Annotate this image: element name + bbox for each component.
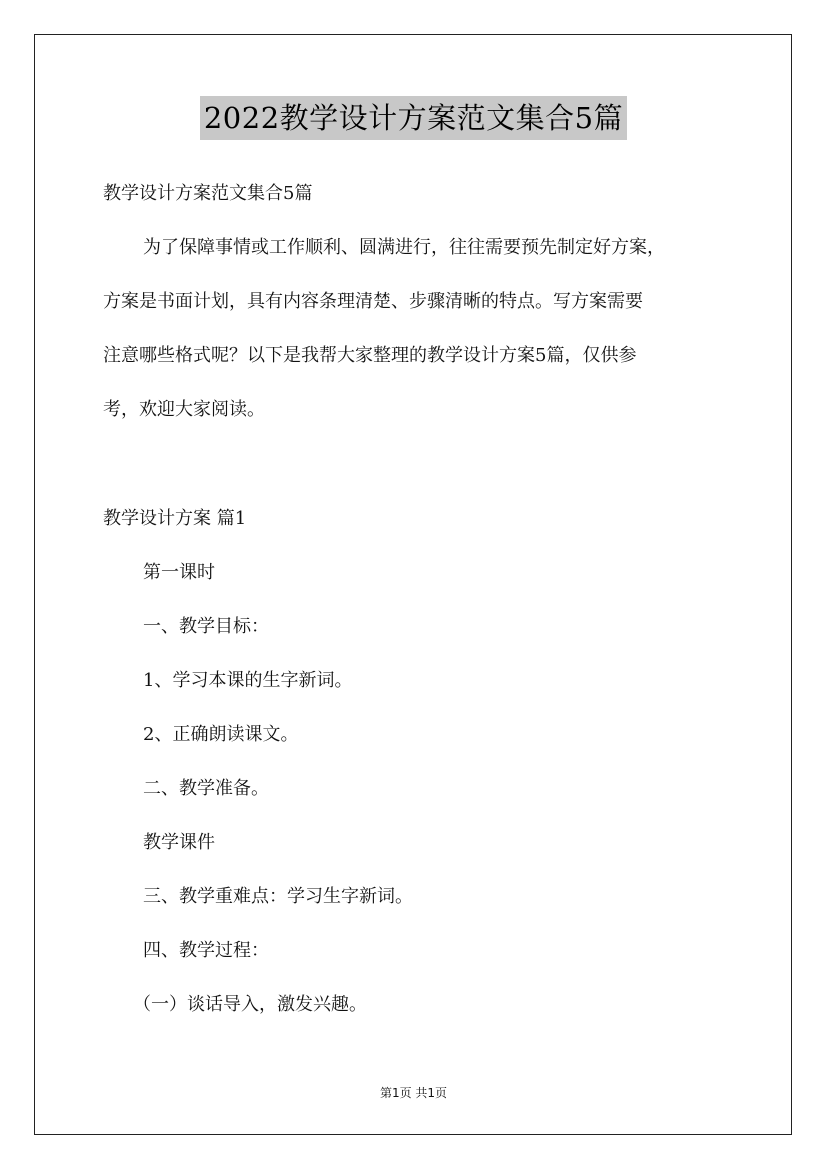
document-title: 2022教学设计方案范文集合5篇 — [200, 96, 627, 140]
lesson-item: 2、正确朗读课文。 — [143, 724, 299, 745]
document-subtitle: 教学设计方案范文集合5篇 — [103, 183, 313, 204]
lesson-item: 教学课件 — [143, 832, 215, 853]
lesson-item: 四、教学过程： — [143, 940, 269, 961]
lesson-item: 1、学习本课的生字新词。 — [143, 670, 353, 691]
intro-line-1: 为了保障事情或工作顺利、圆满进行，往往需要预先制定好方案， — [143, 237, 665, 258]
lesson-item: 二、教学准备。 — [143, 778, 269, 799]
intro-line-2: 方案是书面计划，具有内容条理清楚、步骤清晰的特点。写方案需要 — [103, 291, 643, 312]
section-heading: 教学设计方案 篇1 — [103, 508, 247, 529]
lesson-item: （一）谈话导入，激发兴趣。 — [133, 994, 367, 1015]
page-footer: 第1页 共1页 — [379, 1086, 448, 1100]
lesson-item: 一、教学目标： — [143, 616, 269, 637]
intro-line-3: 注意哪些格式呢？以下是我帮大家整理的教学设计方案5篇，仅供参 — [103, 345, 637, 366]
title-container — [0, 96, 827, 140]
lesson-item: 第一课时 — [143, 562, 215, 583]
intro-line-4: 考，欢迎大家阅读。 — [103, 399, 265, 420]
lesson-item: 三、教学重难点：学习生字新词。 — [143, 886, 413, 907]
